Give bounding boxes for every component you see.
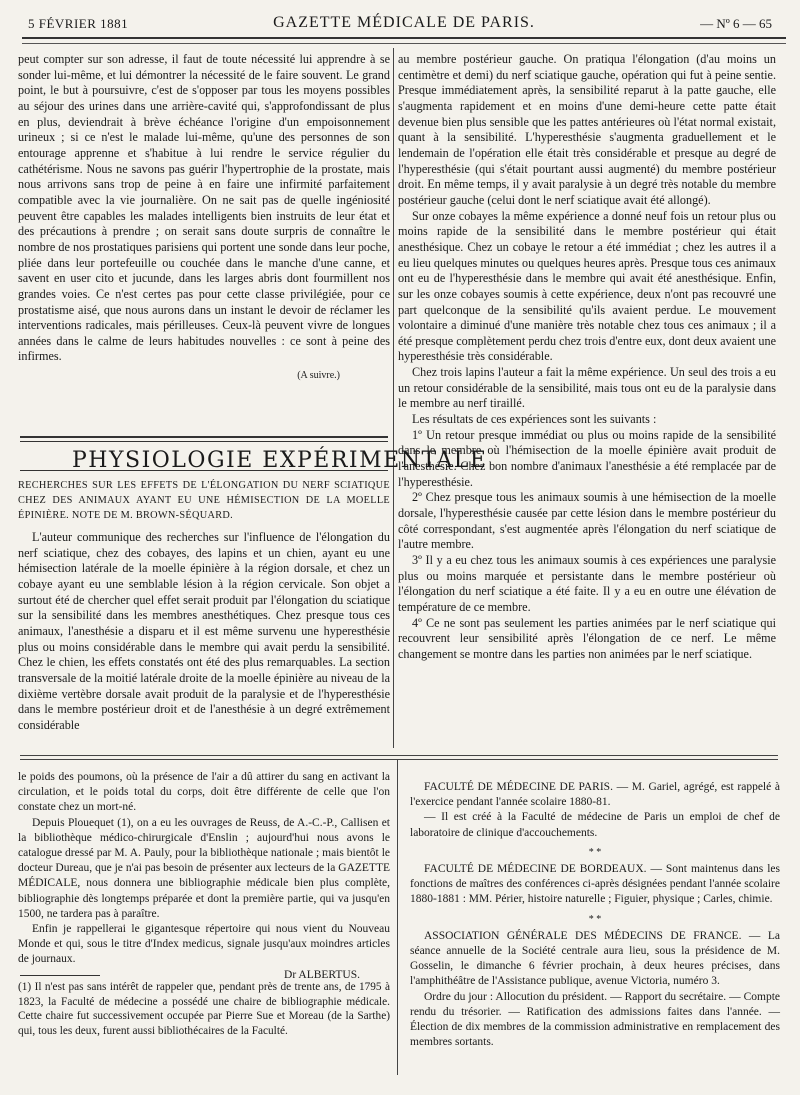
news-item: Ordre du jour : Allocution du président. — Rapport du secrétaire. — Compte rendu du trésorier. — Ratification des admissions faites dans l'année. — Élection de dix membres de la commission administrative en remplacement des membres sortants. [410, 990, 780, 1049]
news-item: FACULTÉ DE MÉDECINE DE BORDEAUX. — Sont maintenus dans les fonctions de maîtres des conférences ci-après désignées pendant l'année scolaire 1880-1881 : MM. Périer, histoire naturelle ; Figuier, physique ; Carles, chimie. [410, 863, 780, 906]
separator-stars: * * [588, 846, 602, 858]
paragraph: Sur onze cobayes la même expérience a donné neuf fois un retour plus ou moins rapide de la sensibilité dans le membre postérieur qui était anesthésique. Chez un cobaye le retour a été immédiat ; chez les autres il a eu lieu quelques minutes ou quelques heures après. Presque tous ces animaux ont eu de l'hyperesthésie dans le membre qui avait été anesthésique. Enfin, sur les onze cobayes soumis à cette expérience, deux n'ont pas recouvré une part quelconque de la sensibilité qu'ils avaient perdue. Le mouvement volontaire a diminué d'une manière très notable chez tous ces animaux ; il a été presque complètement perdu chez trois d'entre eux, dont deux avaient une hyperesthésie très considérable. [398, 208, 776, 364]
paragraph: Les résultats de ces expériences sont les suivants : [412, 412, 657, 427]
a-suivre: (A suivre.) [297, 370, 340, 382]
paragraph: Depuis Plouequet (1), on a eu les ouvrages de Reuss, de A.-C.-P., Callisen et la bibliothèque médico-chirurgicale d'Enslin ; aujourd'hui nous avons le catalogue dressé par M. A. Pauly, pour la bibliothèque nationale ; mais bientôt le docteur Dureau, que je n'ai pas besoin de présenter aux lecteurs de la GAZETTE MÉDICALE, nous donnera une bibliographie médicale bien plus complète, bibliographie dès longtemps préparée et dont la première partie, qui va jusqu'en 1500, ne tardera pas à paraître. [18, 816, 390, 920]
footnote-rule [20, 975, 100, 976]
paragraph: Chez trois lapins l'auteur a fait la même expérience. Un seul des trois a eu un retour considérable de la sensibilité, mais tous ont eu de la paralysie dans le membre au nerf tiraillé. [398, 365, 776, 411]
article-subhead: RECHERCHES SUR LES EFFETS DE L'ÉLONGATION DU NERF SCIATIQUE CHEZ DES ANIMAUX AYANT EU UNE HÉMISECTION DE LA MOELLE ÉPINIÈRE. NOTE DE M. BROWN-SÉQUARD. [18, 480, 390, 521]
news-item: FACULTÉ DE MÉDECINE DE PARIS. — M. Gariel, agrégé, est rappelé à l'exercice pendant l'année scolaire 1880-81. [410, 781, 780, 809]
column-2 [398, 52, 776, 663]
lower-column-divider [397, 760, 398, 1075]
paragraph: 2º Chez presque tous les animaux soumis à une hémisection de la moelle dorsale, l'hyperesthésie causée par cette lésion dans le membre postérieur du côté correspondant, s'est augmentée après l'élongation du nerf sciatique de l'autre membre. [398, 490, 776, 552]
page-header [28, 12, 780, 34]
separator-stars: * * [588, 913, 602, 925]
header-date: 5 FÉVRIER 1881 [28, 16, 129, 31]
footnote: (1) Il n'est pas sans intérêt de rappeler que, pendant près de trente ans, de 1795 à 1823, la Faculté de médecine a possédé une chaire de bibliographie médicale. Cette chaire fut successivement occupée par Pierre Sue et Moreau (de la Sarthe) qui, tous les deux, furent aussi bibliothécaires de la Faculté. [18, 981, 390, 1037]
paragraph: le poids des poumons, où la présence de l'air a dû attirer du sang en activant la circulation, et le poids total du corps, doit être différente de celle que l'on constate chez un mort-né. [18, 771, 390, 814]
section-rule-bottom [20, 470, 388, 473]
paragraph: Enfin je rappellerai le gigantesque répertoire qui nous vient du Nouveau Monde et qui, sous le titre d'Index medicus, signale jusqu'aux moindres articles de journaux. [18, 923, 390, 966]
paragraph: L'auteur communique des recherches sur l'influence de l'élongation du nerf sciatique, chez des cobayes, des lapins et un chien, ayant eu une hémisection latérale de la moelle épinière à la région dorsale, et chez un cobaye ayant eu une semblable lésion à la région cervicale. Son objet a surtout été de chercher quel effet serait produit par l'élongation du sciatique sur la sensibilité dans les membres anesthétiques. Chez presque tous ces animaux, l'anesthésie a disparu et il est même survenu une hyperesthésie plus ou moins considérable dans le membre qui avait perdu la sensibilité. Chez le chien, les effets constatés ont été des plus remarquables. La section transversale de la moitié latérale droite de la moelle épinière au niveau de la dixième vertèbre dorsale avait produit de la paralysie et de l'hyperesthésie dans le membre postérieur droit et de l'anesthésie à un degré extrêmement considérable [18, 530, 390, 732]
section-title: PHYSIOLOGIE EXPÉRIMENTALE [72, 448, 488, 473]
paragraph: 4º Ce ne sont pas seulement les parties animées par le nerf sciatique qui recouvrent leur sensibilité après l'élongation de ce nerf. Le même changement se montre dans les parties non animées par le nerf sciatique. [398, 615, 776, 661]
paragraph: 3º Il y a eu chez tous les animaux soumis à ces expériences une paralysie plus ou moins marquée et persistante dans le membre postérieur où l'élongation du nerf sciatique a été faite. Il y a eu en outre une élévation de température de ce membre. [398, 553, 776, 614]
paragraph: peut compter sur son adresse, il faut de toute nécessité lui apprendre à se sonder lui-même, et lui démontrer la nécessité de le faire souvent. Le grand point, le but à poursuivre, c'est de s'opposer par tous les moyens possibles au séjour des urines dans une arrière-cavité qui, s'approfondissant de plus en plus, deviendrait à brève échéance l'origine d'un empoisonnement urineux ; si ce n'est le malade lui-même, qu'une des personnes de son entourage apprenne et s'habitue à lui rendre le service régulier du cathétérisme. Nous ne savons pas guérir l'hypertrophie de la prostate, mais nous arrivons sans trop de peine à en faire une infirmité parfaitement compatible avec la vie journalière. On ne sait pas de quelle ingéniosité peuvent être capables les malades intelligents bien instruits de leur état et des précautions à prendre ; on serait sans doute surpris de connaître le nombre de nos prostatiques parisiens qui portent une sonde dans leur poche, pliée dans leur portefeuille ou couchée dans le manche d'une canne, et savent en user cito et jucunde, dans les larges abris dont fourmillent nos grandes voies. Ce n'est certes pas pour cette classe privilégiée, pour ce prostatisme aisé, que nous aurons dans un instant le devoir de réclamer les interventions radicales, mais périlleuses. Ceux-là peuvent vivre de longues années dans le calme de leurs habitudes nouvelles : ce sont à peine des infirmes. [18, 52, 390, 364]
column-divider [393, 48, 394, 748]
news-item: — Il est créé à la Faculté de médecine de Paris un emploi de chef de laboratoire de clinique d'accouchements. [410, 811, 780, 839]
news-item: ASSOCIATION GÉNÉRALE DES MÉDECINS DE FRANCE. — La séance annuelle de la Société centrale aura lieu, sous la présidence de M. Gosselin, le dimanche 6 février prochain, à deux heures précises, dans l'amphithéâtre de l'Assistance publique, avenue Victoria, numéro 3. [410, 929, 780, 988]
paragraph: au membre postérieur gauche. On pratiqua l'élongation (d'au moins un centimètre et demi) du nerf sciatique gauche, opération qui fut à peine sentie. Presque immédiatement après, la sensibilité reparut à la patte gauche, elle s'augmenta rapidement et en moins d'une demi-heure cette patte était devenue bien plus sensible que les pattes antérieures où l'état normal existait, quant à la sensibilité. L'hyperesthésie s'augmenta graduellement et le lendemain de l'opération elle était très considérable et presque au degré de l'hyperesthésie (qui s'était pourtant aussi augmenté) du membre postérieur droit. En même temps, il y avait paralysie à un degré très notable du membre postérieur gauche (celui dont le nerf sciatique avait été allongé). [398, 52, 776, 207]
column-3 [18, 770, 390, 983]
header-rule [22, 37, 786, 44]
signature: Dr ALBERTUS. [284, 968, 360, 981]
header-journal-title: GAZETTE MÉDICALE DE PARIS. [273, 14, 535, 31]
lower-section-rule [20, 755, 778, 760]
column-1-top [18, 52, 390, 384]
column-1-bottom [18, 530, 390, 734]
column-4 [410, 780, 780, 1050]
paragraph: 1º Un retour presque immédiat ou plus ou moins rapide de la sensibilité dans le membre où l'hémisection de la moelle épinière avait produit de l'anesthésie. Chez bon nombre d'animaux l'anesthésie a été remplacée par de l'hyperesthésie. [398, 427, 776, 489]
section-rule-top [20, 436, 388, 442]
header-issue-number: — Nº 6 — 65 [700, 16, 772, 31]
